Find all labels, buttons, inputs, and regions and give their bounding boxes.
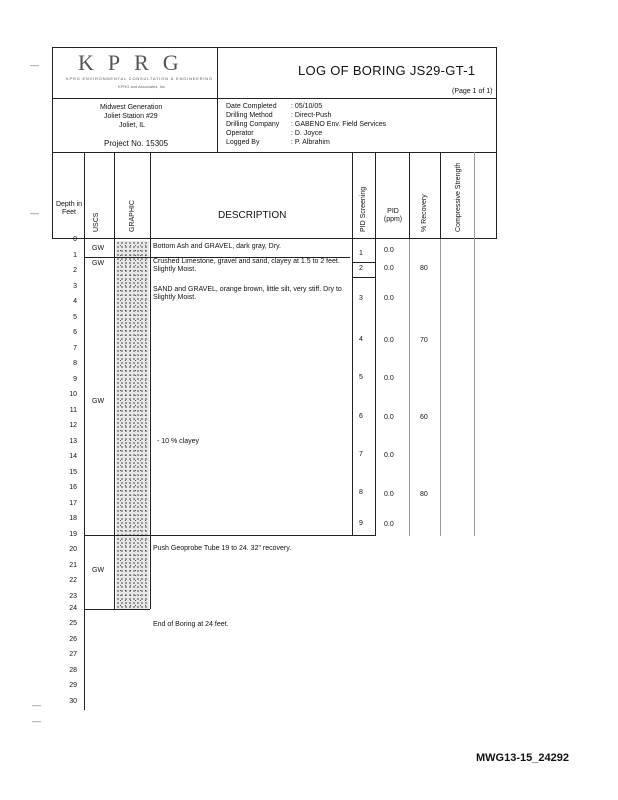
- page-title: LOG OF BORING JS29-GT-1: [298, 63, 476, 78]
- detail-value: : P. Albrahim: [291, 139, 330, 146]
- col-divider: [114, 152, 115, 239]
- pid-value: 0.0: [384, 521, 394, 528]
- recovery-col-right: [440, 239, 441, 536]
- pid-value: 0.0: [384, 414, 394, 421]
- pid-col-right: [409, 239, 410, 536]
- soil-graphic-column: [116, 241, 149, 609]
- header-rule-2: [52, 152, 497, 153]
- depth-tick: 7: [73, 345, 77, 352]
- uscs-column-header: USCS: [93, 212, 100, 232]
- column-header-bottom: [52, 238, 497, 239]
- depth-axis-line: [84, 239, 85, 710]
- recovery-column-header: % Recovery: [421, 194, 428, 232]
- sample-divider: [352, 535, 375, 536]
- depth-tick: 24: [69, 605, 77, 612]
- depth-tick: 5: [73, 314, 77, 321]
- detail-label: Drilling Method: [226, 112, 273, 119]
- sample-divider: [352, 262, 375, 263]
- pid-value: 0.0: [384, 375, 394, 382]
- detail-label: Date Completed: [226, 103, 277, 110]
- pid-value: 0.0: [384, 452, 394, 459]
- depth-tick: 2: [73, 267, 77, 274]
- col-divider: [84, 152, 85, 239]
- depth-tick: 6: [73, 329, 77, 336]
- sample-col-right: [375, 239, 376, 536]
- depth-tick: 28: [69, 667, 77, 674]
- detail-label: Operator: [226, 130, 254, 137]
- detail-value: : D. Joyce: [291, 130, 323, 137]
- frame-top: [52, 47, 497, 48]
- layer-description: SAND and GRAVEL, orange brown, little silt, very stiff. Dry to Slightly Moist.: [153, 286, 342, 301]
- recovery-value: 80: [420, 265, 428, 272]
- pid-screening-column-header: PID Screening: [360, 186, 367, 232]
- depth-tick: 0: [73, 236, 77, 243]
- pid-column-header: PID (ppm): [383, 208, 403, 223]
- logo-subtitle: KPRG and Associates, Inc.: [118, 84, 167, 89]
- scan-mark: —: [30, 208, 39, 218]
- city: Joliet, IL: [119, 122, 146, 129]
- layer-description: - 10 % clayey: [157, 438, 200, 445]
- sample-number: 7: [359, 451, 363, 458]
- uscs-label: GW: [92, 567, 105, 574]
- depth-tick: 22: [69, 577, 77, 584]
- col-divider: [375, 152, 376, 239]
- sample-number: 4: [359, 336, 363, 343]
- depth-tick: 25: [69, 620, 77, 627]
- logo-tagline: KPRG ENVIRONMENTAL CONSULTATION & ENGINEERING: [66, 76, 213, 81]
- depth-tick: 30: [69, 698, 77, 705]
- sample-number: 5: [359, 374, 363, 381]
- depth-tick: 14: [69, 453, 77, 460]
- depth-tick: 20: [69, 546, 77, 553]
- depth-tick: 15: [69, 469, 77, 476]
- client-name: Midwest Generation: [100, 104, 163, 111]
- depth-tick: 23: [69, 593, 77, 600]
- scan-mark: —: [30, 60, 39, 70]
- detail-value: : 05/10/05: [291, 103, 323, 110]
- depth-tick: 13: [69, 438, 77, 445]
- depth-tick: 27: [69, 651, 77, 658]
- depth-tick: 3: [73, 283, 77, 290]
- page-number: (Page 1 of 1): [452, 88, 493, 95]
- detail-value: : GABENO Env. Field Services: [291, 121, 387, 128]
- depth-tick: 10: [69, 391, 77, 398]
- uscs-line: [114, 239, 115, 609]
- depth-tick: 11: [69, 407, 77, 414]
- col-divider: [352, 152, 353, 239]
- sample-number: 6: [359, 413, 363, 420]
- sample-number: 9: [359, 520, 363, 527]
- sample-number: 2: [359, 265, 363, 272]
- frame-left: [52, 47, 53, 239]
- depth-tick: 29: [69, 682, 77, 689]
- frame-right: [496, 47, 497, 239]
- pid-value: 0.0: [384, 295, 394, 302]
- layer-description: Crushed Limestone, gravel and sand, clayey at 1.5 to 2 feet. Slightly Moist.: [153, 258, 340, 273]
- pid-value: 0.0: [384, 491, 394, 498]
- header-divider: [217, 47, 218, 152]
- pid-value: 0.0: [384, 337, 394, 344]
- scan-mark: —: [32, 716, 41, 726]
- depth-tick: 17: [69, 500, 77, 507]
- uscs-label: GW: [92, 245, 105, 252]
- document-id: MWG13-15_24292: [476, 752, 569, 764]
- layer-boundary: [84, 609, 150, 610]
- layer-description: Bottom Ash and GRAVEL, dark gray, Dry.: [153, 243, 281, 250]
- pid-value: 0.0: [384, 265, 394, 272]
- scan-mark: —: [32, 700, 41, 710]
- company-logo: KPRG: [78, 50, 193, 75]
- col-divider: [440, 152, 441, 239]
- graphic-column-header: GRAPHIC: [129, 200, 136, 232]
- depth-column-header: Depth in Feet: [55, 201, 83, 216]
- depth-tick: 4: [73, 298, 77, 305]
- layer-boundary: [84, 535, 374, 536]
- depth-tick: 12: [69, 422, 77, 429]
- strength-col-right: [474, 152, 475, 536]
- col-divider: [150, 152, 151, 239]
- sample-col-left: [352, 239, 353, 536]
- sample-divider: [352, 277, 375, 278]
- header-rule-1: [52, 98, 497, 99]
- uscs-label: GW: [92, 398, 105, 405]
- uscs-label: GW: [92, 260, 105, 267]
- sample-number: 3: [359, 295, 363, 302]
- strength-column-header: Compressive Strength: [455, 162, 462, 232]
- project-number: Project No. 15305: [104, 139, 169, 148]
- end-of-boring: End of Boring at 24 feet.: [153, 621, 229, 628]
- detail-label: Drilling Company: [226, 121, 280, 128]
- depth-tick: 16: [69, 484, 77, 491]
- detail-value: : Direct-Push: [291, 112, 332, 119]
- layer-description: Push Geoprobe Tube 19 to 24. 32" recovery.: [153, 545, 292, 552]
- depth-tick: 21: [69, 562, 77, 569]
- sample-number: 1: [359, 250, 363, 257]
- depth-tick: 26: [69, 636, 77, 643]
- sample-number: 8: [359, 489, 363, 496]
- site-name: Joliet Station #29: [104, 113, 158, 120]
- pid-value: 0.0: [384, 247, 394, 254]
- recovery-value: 60: [420, 414, 428, 421]
- col-divider: [409, 152, 410, 239]
- detail-label: Logged By: [226, 139, 260, 146]
- graphic-line: [150, 239, 151, 609]
- depth-tick: 1: [73, 252, 77, 259]
- depth-tick: 8: [73, 360, 77, 367]
- recovery-value: 70: [420, 337, 428, 344]
- recovery-value: 80: [420, 491, 428, 498]
- description-column-header: DESCRIPTION: [218, 210, 287, 221]
- depth-tick: 19: [69, 531, 77, 538]
- depth-tick: 18: [69, 515, 77, 522]
- depth-tick: 9: [73, 376, 77, 383]
